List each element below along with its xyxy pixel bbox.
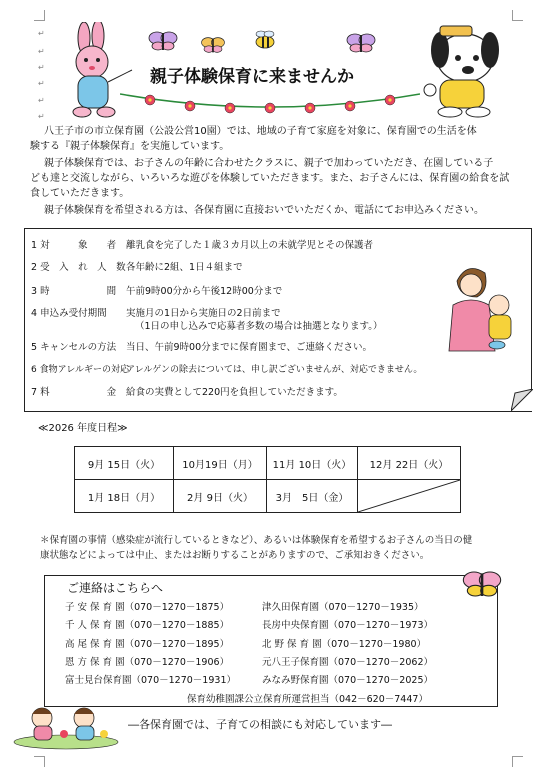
schedule-row bbox=[75, 480, 461, 513]
butterfly-icon bbox=[148, 30, 178, 52]
crop-mark-top-right bbox=[512, 10, 523, 21]
schedule-date: 10月19日（月） bbox=[174, 447, 267, 480]
bee-icon bbox=[252, 30, 278, 50]
schedule-date: 3月 5日（金） bbox=[267, 480, 358, 513]
intro-line: ども達と交流しながら、いろいろな遊びを体験していただきます。また、お子さんには、保育園の給食を試 bbox=[30, 173, 510, 184]
note-line: 康状態などによっては中止、またはお断りすることがありますので、ご承知おきください。 bbox=[40, 550, 430, 561]
dog-illustration bbox=[410, 20, 510, 120]
info-row-fee: 7 料 金 給食の実費として220円を負担していただきます。 bbox=[31, 387, 343, 398]
contact-row bbox=[65, 601, 424, 614]
crop-mark-bottom-left bbox=[34, 756, 45, 767]
schedule-date: 2月 9日（火） bbox=[174, 480, 267, 513]
folded-corner bbox=[511, 389, 533, 411]
butterfly-icon bbox=[462, 568, 502, 600]
contact-entry: 北 野 保 育 園（070－1270－1980） bbox=[262, 639, 427, 650]
info-row-application-period: 4 申込み受付期間 実施月の1日から実施日の2日前まで bbox=[31, 308, 281, 319]
intro-line: 親子体験保育では、お子さんの年齢に合わせたクラスに、親子で加わっていただき、在園している子 bbox=[44, 158, 494, 169]
schedule-date: 11月 10日（火） bbox=[267, 447, 358, 480]
schedule-date: 12月 22日（火） bbox=[358, 447, 461, 480]
crop-mark-bottom-right bbox=[512, 756, 523, 767]
intro-line: 食していただきます。 bbox=[30, 188, 130, 199]
intro-line: 八王子市の市立保育園（公設公営10園）では、地域の子育て家庭を対象に、保育園での生活を体 bbox=[44, 126, 477, 137]
contact-row bbox=[65, 656, 433, 669]
paragraph-mark: ↵ bbox=[38, 29, 45, 38]
schedule-date: 1月 18日（月） bbox=[75, 480, 174, 513]
paragraph-mark: ↵ bbox=[38, 112, 45, 121]
contact-entry: 恩 方 保 育 園（070－1270－1906） bbox=[65, 657, 230, 668]
info-row-application-note: （1日の申し込みで応募者多数の場合は抽選となります。） bbox=[135, 321, 383, 332]
schedule-date-empty bbox=[358, 480, 461, 513]
closing-message: ―各保育園では、子育ての相談にも対応しています― bbox=[128, 718, 392, 731]
page-title: 親子体験保育に来ませんか bbox=[150, 67, 354, 87]
contact-entry: 元八王子保育園（070－1270－2062） bbox=[262, 657, 433, 668]
paragraph-mark: ↵ bbox=[38, 96, 45, 105]
schedule-date: 9月 15日（火） bbox=[75, 447, 174, 480]
children-illustration bbox=[12, 698, 120, 750]
info-row-target: 1 対 象 者 離乳食を完了した１歳３カ月以上の未就学児とその保護者 bbox=[31, 240, 374, 251]
schedule-table bbox=[74, 446, 461, 513]
contact-entry: みなみ野保育園（070－1270－2025） bbox=[262, 675, 433, 686]
butterfly-icon bbox=[200, 36, 226, 54]
contact-box bbox=[44, 575, 498, 707]
info-row-time: 3 時 間 午前9時00分から午後12時00分まで bbox=[31, 286, 283, 297]
contact-entry: 長房中央保育園（070－1270－1973） bbox=[262, 620, 433, 631]
intro-line: 親子体験保育を希望される方は、各保育園に直接おいでいただくか、電話にてお申込みください。 bbox=[44, 205, 484, 216]
contact-entry: 津久田保育園（070－1270－1935） bbox=[262, 602, 424, 613]
contact-row bbox=[65, 638, 426, 651]
contact-entry: 富士見台保育園（070－1270－1931） bbox=[65, 675, 236, 686]
schedule-heading: ≪2026 年度日程≫ bbox=[38, 423, 128, 434]
contact-entry: 高 尾 保 育 園（070－1270－1895） bbox=[65, 639, 230, 650]
mother-child-illustration bbox=[437, 261, 525, 357]
butterfly-icon bbox=[346, 32, 376, 54]
contact-footer: 保育幼稚園課公立保育所運営担当（042－620－7447） bbox=[187, 694, 428, 705]
paragraph-mark: ↵ bbox=[38, 63, 45, 72]
contact-entry: 千 人 保 育 園（070－1270－1885） bbox=[65, 620, 230, 631]
crop-mark-top-left bbox=[34, 10, 45, 21]
contact-row bbox=[65, 619, 433, 632]
info-row-capacity: 2 受 入 れ 人 数各年齢に2組、1日４組まで bbox=[31, 262, 243, 273]
note-line: ＊保育園の事情（感染症が流行しているときなど）、あるいは体験保育を希望するお子さんの当日の健 bbox=[40, 535, 473, 546]
info-row-cancellation: 5 キャンセルの方法 当日、午前9時00分までに保育園まで、ご連絡ください。 bbox=[31, 342, 372, 353]
info-box bbox=[24, 228, 532, 412]
paragraph-mark: ↵ bbox=[38, 79, 45, 88]
contact-heading: ご連絡はこちらへ bbox=[67, 581, 164, 595]
schedule-row bbox=[75, 447, 461, 480]
contact-entry: 子 安 保 育 園（070－1270－1875） bbox=[65, 602, 230, 613]
contact-row bbox=[65, 674, 433, 687]
info-row-allergy: 6 食物アレルギーの対応アレルゲンの除去については、申し訳ございませんが、対応できません。 bbox=[31, 365, 423, 375]
paragraph-mark: ↵ bbox=[38, 47, 45, 56]
intro-line: 験する『親子体験保育』を実施しています。 bbox=[30, 141, 230, 152]
empty-cell-slash bbox=[358, 480, 460, 512]
